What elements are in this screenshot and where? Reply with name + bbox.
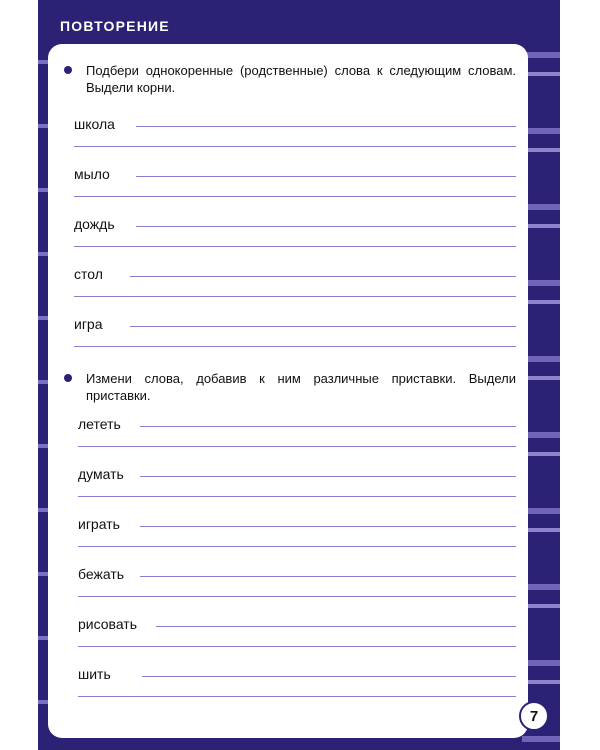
- answer-line[interactable]: [130, 276, 516, 277]
- word-label: мыло: [74, 166, 110, 182]
- answer-line[interactable]: [140, 426, 516, 427]
- answer-line[interactable]: [74, 146, 516, 147]
- answer-line[interactable]: [74, 246, 516, 247]
- answer-line[interactable]: [130, 326, 516, 327]
- answer-line[interactable]: [140, 576, 516, 577]
- task-2-instruction: Измени слова, добавив к ним различные приставки. Выдели приставки.: [86, 371, 516, 403]
- task-2: [62, 370, 516, 706]
- answer-row: [62, 306, 516, 356]
- answer-row: [62, 606, 516, 656]
- answer-line[interactable]: [140, 476, 516, 477]
- answer-row: [62, 656, 516, 706]
- bullet-icon: [64, 374, 72, 382]
- task-1-instruction: Подбери однокоренные (родственные) слова к следующим словам. Выдели корни.: [86, 63, 516, 95]
- answer-line[interactable]: [78, 596, 516, 597]
- worksheet-card: [48, 44, 528, 738]
- word-label: игра: [74, 316, 103, 332]
- page-number: 7: [519, 701, 549, 731]
- task-1: [62, 62, 516, 356]
- answer-line[interactable]: [140, 526, 516, 527]
- answer-line[interactable]: [156, 626, 516, 627]
- answer-line[interactable]: [136, 176, 516, 177]
- answer-line[interactable]: [78, 696, 516, 697]
- left-stripes: [38, 0, 48, 750]
- answer-line[interactable]: [78, 496, 516, 497]
- word-label: играть: [78, 516, 120, 532]
- word-label: дождь: [74, 216, 115, 232]
- answer-line[interactable]: [74, 196, 516, 197]
- word-label: лететь: [78, 416, 121, 432]
- answer-line[interactable]: [78, 546, 516, 547]
- section-title: ПОВТОРЕНИЕ: [60, 18, 170, 34]
- word-label: школа: [74, 116, 115, 132]
- answer-line[interactable]: [142, 676, 516, 677]
- answer-row: [62, 456, 516, 506]
- answer-line[interactable]: [74, 296, 516, 297]
- answer-line[interactable]: [136, 226, 516, 227]
- task-1-header: [62, 62, 516, 96]
- answer-line[interactable]: [78, 646, 516, 647]
- task-2-header: [62, 370, 516, 404]
- answer-row: [62, 256, 516, 306]
- word-label: стол: [74, 266, 103, 282]
- answer-row: [62, 206, 516, 256]
- bullet-icon: [64, 66, 72, 74]
- answer-row: [62, 156, 516, 206]
- answer-row: [62, 106, 516, 156]
- answer-line[interactable]: [78, 446, 516, 447]
- answer-row: [62, 556, 516, 606]
- answer-line[interactable]: [136, 126, 516, 127]
- answer-row: [62, 406, 516, 456]
- word-label: думать: [78, 466, 124, 482]
- answer-row: [62, 506, 516, 556]
- answer-line[interactable]: [74, 346, 516, 347]
- word-label: шить: [78, 666, 111, 682]
- word-label: бежать: [78, 566, 125, 582]
- word-label: рисовать: [78, 616, 138, 632]
